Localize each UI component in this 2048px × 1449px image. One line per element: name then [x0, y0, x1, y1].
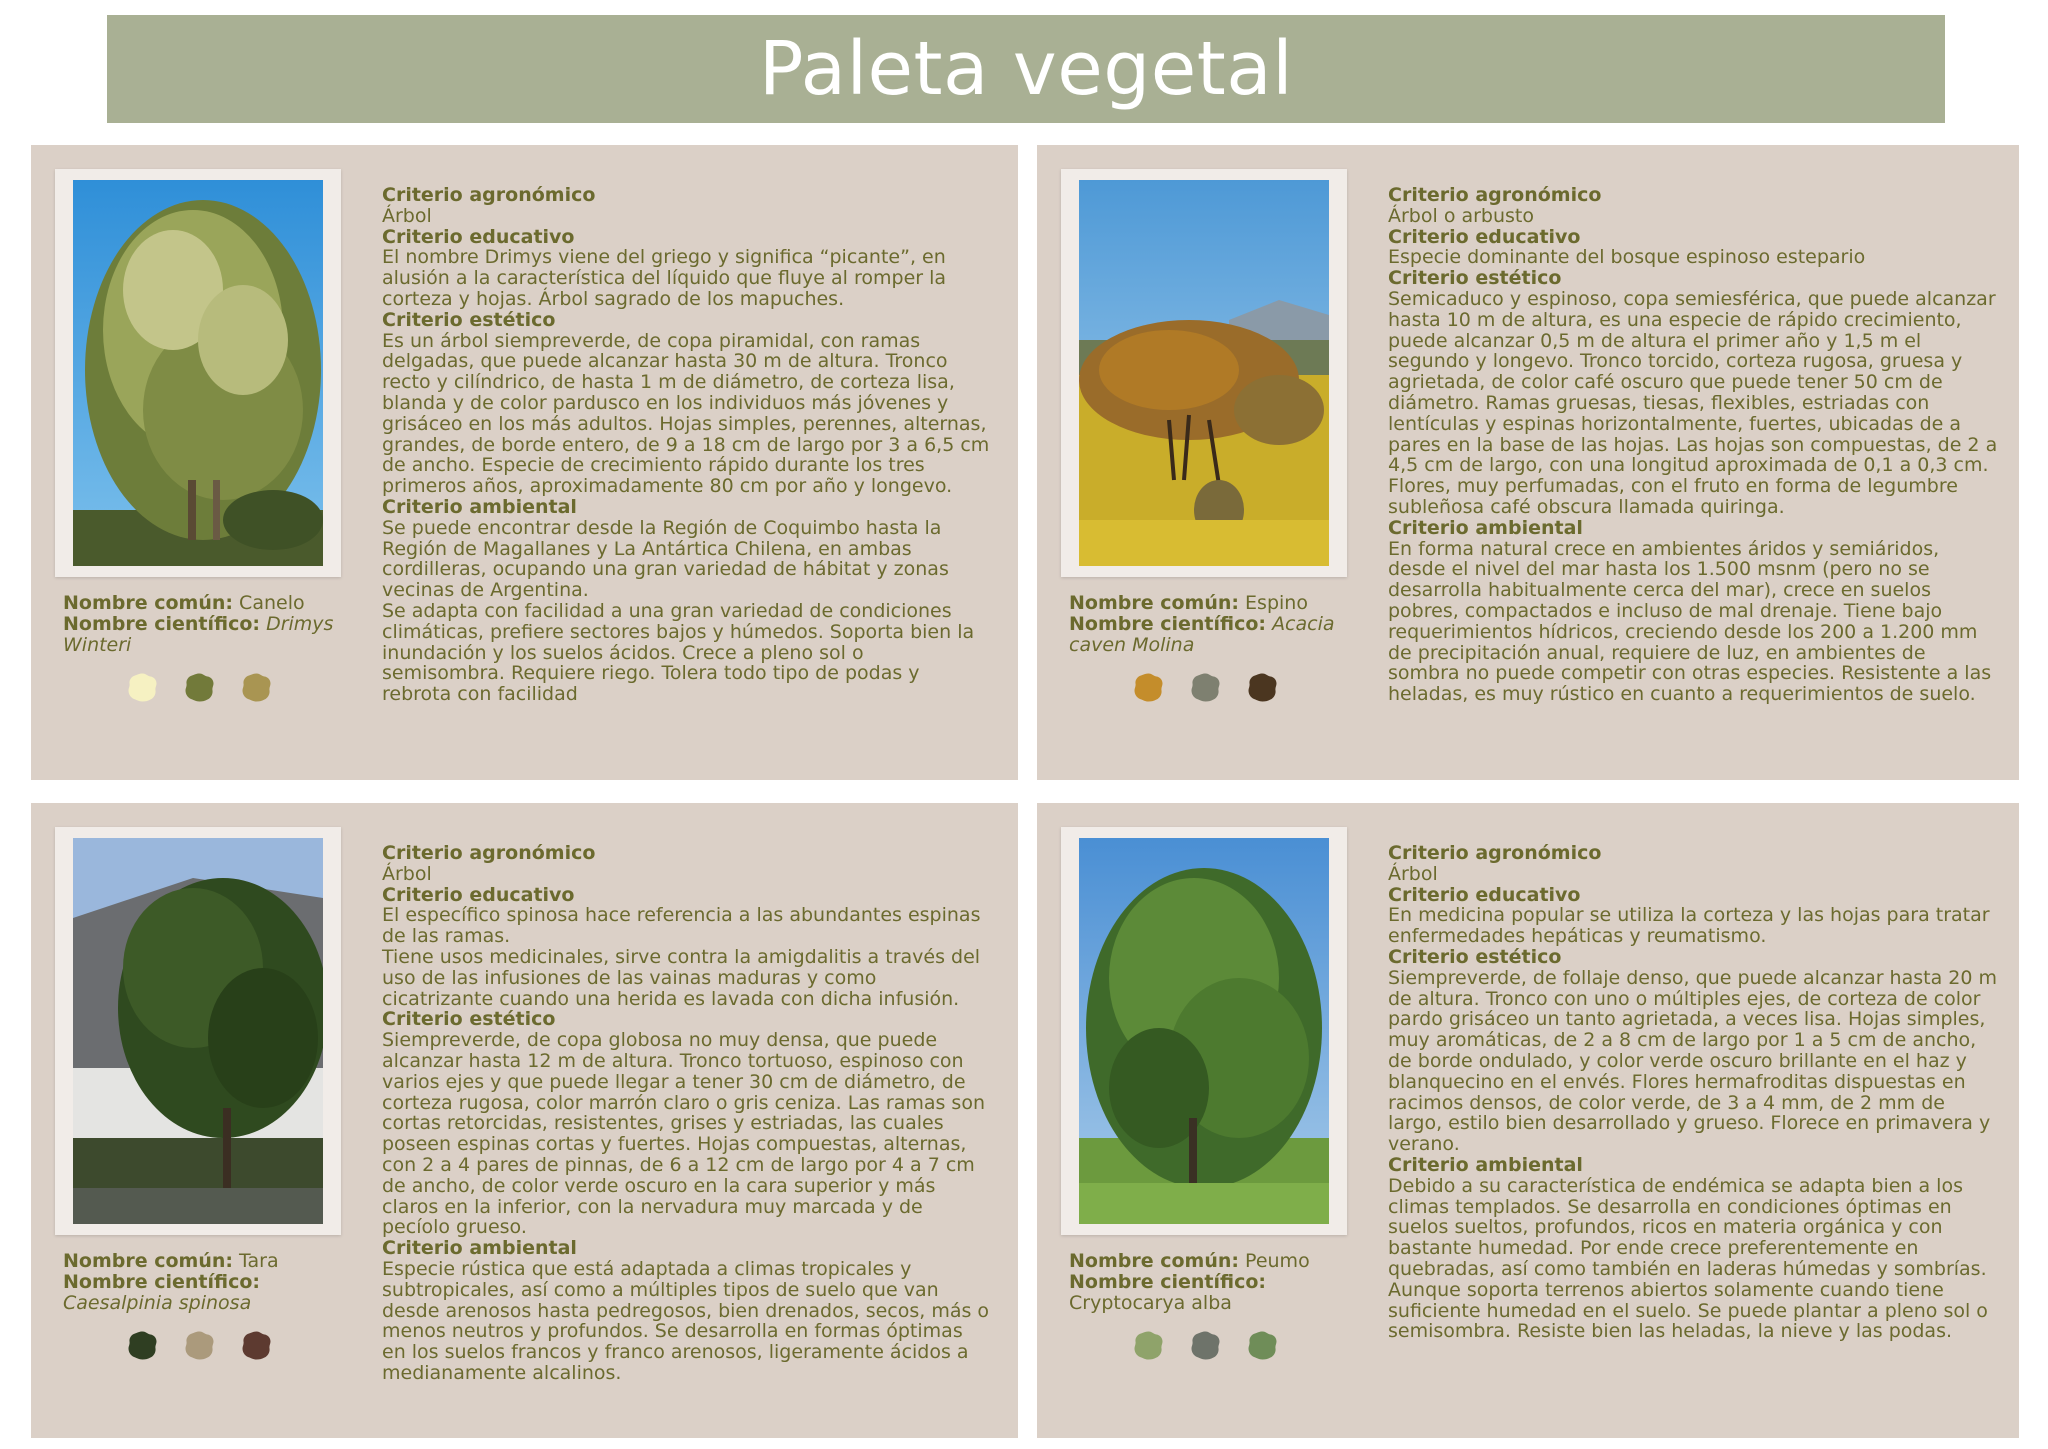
- color-swatch: [1190, 1330, 1221, 1361]
- plant-card-peumo: [1037, 803, 2019, 1438]
- color-swatch: [184, 672, 215, 703]
- section-paragraph: Semicaduco y espinoso, copa semiesférica, que puede alcanzar hasta 10 m de altura, es una especie de rápido crecimiento, puede alcanzar 0,5 m de altura el primer año y 1,5 m el segundo y longevo. Tronco torcido, corteza rugosa, gruesa y agrietada, de color café oscuro que puede tener 50 cm de diámetro. Ramas gruesas, tiesas, flexibles, estriadas con lentículas y espinas horizontalmente, fuertes, ubicadas de a pares en la base de las hojas. Las hojas son compuestas, de 2 a 4,5 cm de largo, con una longitud aproximada de 0,1 a 0,3 cm. Flores, muy perfumadas, con el fruto en forma de legumbre subleñosa café obscura llamada quiringa.: [1388, 287, 1998, 518]
- page-title: Paleta vegetal: [758, 26, 1294, 112]
- section-paragraph: Árbol o arbusto: [1388, 204, 1535, 227]
- section-heading: Criterio ambiental: [382, 495, 577, 518]
- section-heading: Criterio educativo: [382, 883, 575, 906]
- scientific-name-value: Caesalpinia spinosa: [63, 1292, 252, 1314]
- section-paragraph: Tiene usos medicinales, sirve contra la amigdalitis a través del uso de las infusiones de las vainas maduras y como cicatrizante cuando una herida es lavada con dicha infusión.: [382, 945, 981, 1010]
- section-paragraph: Especie dominante del bosque espinoso estepario: [1388, 246, 1866, 269]
- section-heading: Criterio educativo: [382, 225, 575, 248]
- scientific-name-value: Drimys Winteri: [63, 613, 334, 656]
- section-paragraph: Se puede encontrar desde la Región de Coquimbo hasta la Región de Magallanes y La Antártica Chilena, en ambas cordilleras, ocupando una gran variedad de hábitat y zonas vecinas de Argentina.: [382, 516, 949, 602]
- photo-frame: [1061, 827, 1347, 1235]
- section-paragraph: Árbol: [382, 204, 432, 227]
- section-heading: Criterio estético: [1388, 267, 1562, 290]
- color-swatch: [127, 672, 158, 703]
- section-heading: Criterio agronómico: [1388, 184, 1602, 206]
- plant-names: [1069, 593, 1344, 656]
- section-paragraph: El nombre Drimys viene del griego y significa “picante”, en alusión a la característica del líquido que fluye al romper la corteza y hojas. Árbol sagrado de los mapuches.: [382, 246, 947, 310]
- plant-names: [63, 1251, 338, 1314]
- section-paragraph: Árbol: [382, 862, 432, 885]
- common-name-label: Nombre común:: [63, 1250, 233, 1272]
- color-swatch: [127, 1330, 158, 1361]
- plant-card-tara: [31, 803, 1018, 1438]
- color-swatch: [1247, 1330, 1278, 1361]
- section-paragraph: Debido a su característica de endémica se adapta bien a los climas templados. Se desarrolla en condiciones óptimas en suelos sueltos, profundos, ricos en materia orgánica y con bastante humedad. Por ende crece preferentemente en quebradas, así como también en laderas húmedas y sombrías. Aunque soporta terrenos abiertos solamente cuando tiene suficiente humedad en el suelo. Se puede plantar a pleno sol o semisombra. Resiste bien las heladas, la nieve y las podas.: [1388, 1174, 1988, 1343]
- common-name-value: Espino: [1245, 592, 1308, 614]
- scientific-name-value: Cryptocarya alba: [1069, 1292, 1232, 1314]
- section-heading: Criterio ambiental: [1388, 1153, 1583, 1176]
- color-palette: [127, 1330, 272, 1361]
- section-paragraph: Especie rústica que está adaptada a climas tropicales y subtropicales, así como a múltiples tipos de suelo que van desde arenosos hasta pedregosos, bien drenados, secos, más o menos neutros y profundos. Se desarrolla en formas óptimas en los suelos francos y franco arenosos, ligeramente ácidos a medianamente alcalinos.: [382, 1257, 990, 1384]
- plant-card-espino: [1037, 145, 2019, 780]
- color-swatch: [241, 1330, 272, 1361]
- section-heading: Criterio agronómico: [382, 184, 596, 206]
- section-paragraph: En forma natural crece en ambientes áridos y semiáridos, desde el nivel del mar hasta los 1.500 msnm (pero no se desarrolla habitualmente cerca del mar), crece en suelos pobres, compactados e incluso de mal drenaje. Tiene bajo requerimientos hídricos, creciendo desde los 200 a 1.200 mm de precipitación anual, requiere de luz, en ambientes de sombra no puede competir con otras especies. Resistente a las heladas, es muy rústico en cuanto a requerimientos de suelo.: [1388, 537, 1992, 706]
- section-paragraph: En medicina popular se utiliza la corteza y las hojas para tratar enfermedades hepáticas y reumatismo.: [1388, 904, 1990, 948]
- section-paragraph: Árbol: [1388, 862, 1438, 885]
- scientific-name-label: Nombre científico:: [63, 613, 261, 635]
- common-name-value: Peumo: [1245, 1250, 1310, 1272]
- scientific-name-value: Acacia caven Molina: [1069, 613, 1335, 656]
- section-heading: Criterio estético: [1388, 945, 1562, 968]
- common-name-label: Nombre común:: [1069, 592, 1239, 614]
- common-name-value: Tara: [239, 1250, 279, 1272]
- section-heading: Criterio ambiental: [382, 1237, 577, 1260]
- photo-frame: [55, 169, 341, 577]
- plant-names: [1069, 1251, 1344, 1314]
- color-palette: [1133, 672, 1278, 703]
- scientific-name-label: Nombre científico:: [63, 1271, 261, 1293]
- plant-description: [1388, 185, 1998, 705]
- section-heading: Criterio educativo: [1388, 225, 1581, 248]
- section-paragraph: El específico spinosa hace referencia a las abundantes espinas de las ramas.: [382, 904, 981, 948]
- plant-photo: [73, 180, 323, 566]
- title-banner: [107, 15, 1945, 123]
- color-swatch: [1133, 672, 1164, 703]
- color-swatch: [1247, 672, 1278, 703]
- plant-photo: [1079, 838, 1329, 1224]
- section-paragraph: Siempreverde, de copa globosa no muy densa, que puede alcanzar hasta 12 m de altura. Tronco tortuoso, espinoso con varios ejes y que puede llegar a tener 30 cm de diámetro, de corteza rugosa, color marrón claro o gris ceniza. Las ramas son cortas retorcidas, resistentes, grises y estriadas, las cuales poseen espinas cortas y fuertes. Hojas compuestas, alternas, con 2 a 4 pares de pinnas, de 6 a 12 cm de largo por 4 a 7 cm de ancho, de color verde oscuro en la cara superior y más claros en la inferior, con la nervadura muy marcada y de pecíolo grueso.: [382, 1029, 985, 1239]
- section-heading: Criterio ambiental: [1388, 516, 1583, 539]
- section-paragraph: Se adapta con facilidad a una gran variedad de condiciones climáticas, prefiere sectores bajos y húmedos. Soporta bien la inundación y los suelos ácidos. Crece a pleno sol o semisombra. Requiere riego. Tolera todo tipo de podas y rebrota con facilidad: [382, 599, 975, 706]
- scientific-name-label: Nombre científico:: [1069, 1271, 1267, 1293]
- plant-names: [63, 593, 338, 656]
- section-heading: Criterio educativo: [1388, 883, 1581, 906]
- common-name-value: Canelo: [239, 592, 305, 614]
- common-name-label: Nombre común:: [1069, 1250, 1239, 1272]
- plant-description: [1388, 843, 1998, 1342]
- color-swatch: [1133, 1330, 1164, 1361]
- plant-description: [382, 185, 992, 705]
- section-heading: Criterio estético: [382, 1008, 556, 1031]
- plant-description: [382, 843, 992, 1384]
- section-paragraph: Es un árbol siempreverde, de copa piramidal, con ramas delgadas, que puede alcanzar hasta 30 m de altura. Tronco recto y cilíndrico, de hasta 1 m de diámetro, de corteza lisa, blanda y de color pardusco en los individuos más jóvenes y grisáceo en los más adultos. Hojas simples, perennes, alternas, grandes, de borde entero, de 9 a 18 cm de largo por 3 a 6,5 cm de ancho. Especie de crecimiento rápido durante los tres primeros años, aproximadamente 80 cm por año y longevo.: [382, 329, 990, 498]
- photo-frame: [1061, 169, 1347, 577]
- plant-photo: [1079, 180, 1329, 566]
- section-paragraph: Siempreverde, de follaje denso, que puede alcanzar hasta 20 m de altura. Tronco con uno o múltiples ejes, de corteza de color pardo grisáceo un tanto agrietada, a veces lisa. Hojas simples, muy aromáticas, de 2 a 8 cm de largo por 1 a 5 cm de ancho, de borde ondulado, y color verde oscuro brillante en el haz y blanquecino en el envés. Flores hermafroditas dispuestas en racimos densos, de color verde, de 3 a 4 mm, de 2 mm de largo, estilo bien desarrollado y grueso. Florece en primavera y verano.: [1388, 966, 1998, 1156]
- color-swatch: [184, 1330, 215, 1361]
- color-palette: [1133, 1330, 1278, 1361]
- section-heading: Criterio estético: [382, 308, 556, 331]
- photo-frame: [55, 827, 341, 1235]
- color-swatch: [241, 672, 272, 703]
- section-heading: Criterio agronómico: [382, 842, 596, 864]
- plant-photo: [73, 838, 323, 1224]
- plant-card-canelo: [31, 145, 1018, 780]
- color-palette: [127, 672, 272, 703]
- common-name-label: Nombre común:: [63, 592, 233, 614]
- section-heading: Criterio agronómico: [1388, 842, 1602, 864]
- color-swatch: [1190, 672, 1221, 703]
- scientific-name-label: Nombre científico:: [1069, 613, 1267, 635]
